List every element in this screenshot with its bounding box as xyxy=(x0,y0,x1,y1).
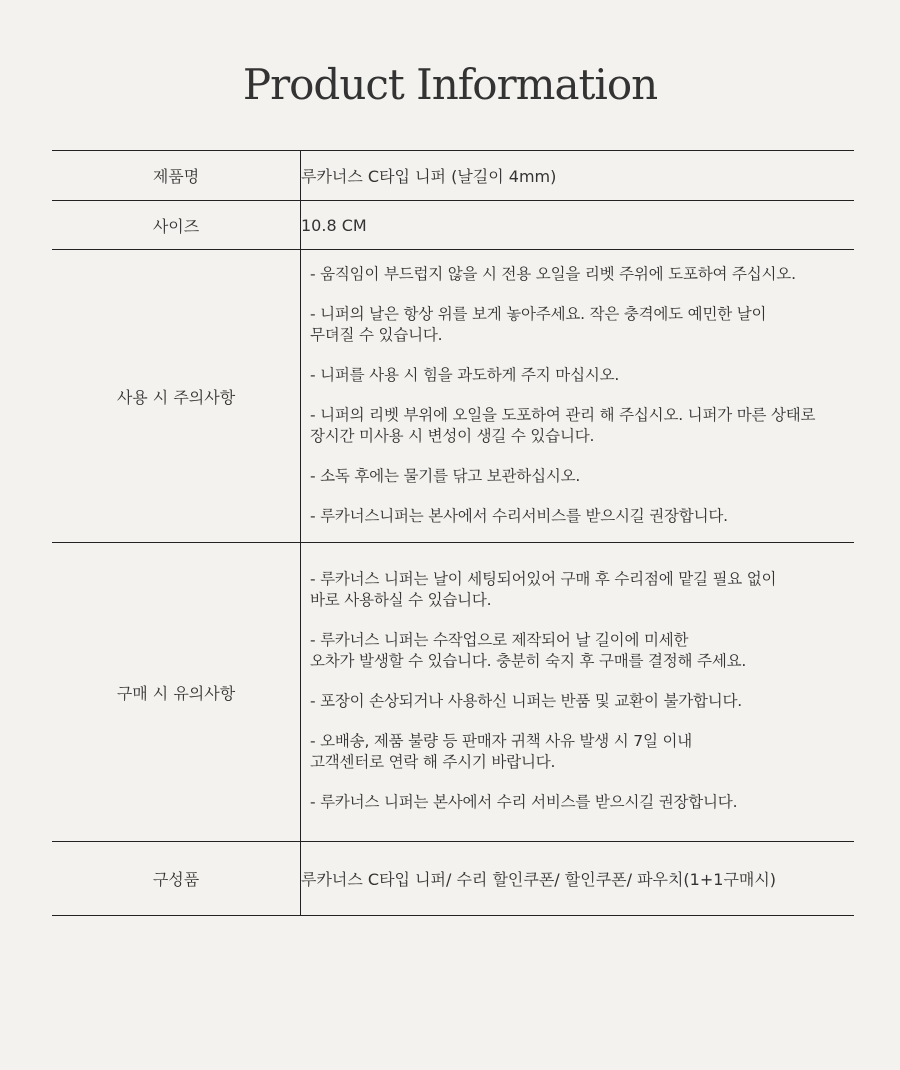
usage-caution-label: 사용 시 주의사항 xyxy=(52,250,301,543)
usage-caution-item: - 움직임이 부드럽지 않을 시 전용 오일을 리벳 주위에 도포하여 주십시오. xyxy=(310,264,796,283)
product-name-label: 제품명 xyxy=(52,151,301,201)
usage-caution-content xyxy=(301,250,855,543)
size-label: 사이즈 xyxy=(52,201,301,250)
purchase-caution-item: - 루카너스 니퍼는 본사에서 수리 서비스를 받으시길 권장합니다. xyxy=(310,793,738,811)
components-value: 루카너스 C타입 니퍼/ 수리 할인쿠폰/ 할인쿠폰/ 파우치(1+1구매시) xyxy=(301,870,777,889)
usage-caution-item: - 니퍼를 사용 시 힘을 과도하게 주지 마십시오. xyxy=(310,365,620,384)
size-row xyxy=(52,201,854,250)
purchase-caution-item: - 루카너스 니퍼는 수작업으로 제작되어 날 길이에 미세한 오차가 발생할 수 있습니다. 충분히 숙지 후 구매를 결정해 주세요. xyxy=(310,631,747,670)
components-label: 구성품 xyxy=(52,842,301,916)
purchase-caution-item: - 포장이 손상되거나 사용하신 니퍼는 반품 및 교환이 불가합니다. xyxy=(310,692,743,710)
page-title: Product Information xyxy=(242,60,658,109)
product-name-row xyxy=(52,151,854,201)
purchase-caution-list xyxy=(301,559,854,825)
usage-caution-row xyxy=(52,250,854,543)
size-value: 10.8 CM xyxy=(301,215,367,235)
purchase-caution-item: - 루카너스 니퍼는 날이 세팅되어있어 구매 후 수리점에 맡길 필요 없이 바로 사용하실 수 있습니다. xyxy=(310,570,777,609)
purchase-caution-label: 구매 시 유의사항 xyxy=(52,543,301,842)
purchase-caution-row xyxy=(52,543,854,842)
product-info-table xyxy=(52,150,854,916)
usage-caution-item: - 니퍼의 리벳 부위에 오일을 도포하여 관리 해 주십시오. 니퍼가 마른 상태로 장시간 미사용 시 변성이 생길 수 있습니다. xyxy=(310,405,816,445)
purchase-caution-item: - 오배송, 제품 불량 등 판매자 귀책 사유 발생 시 7일 이내 고객센터로 연락 해 주시기 바랍니다. xyxy=(310,732,693,771)
components-row xyxy=(52,842,854,916)
usage-caution-list xyxy=(301,254,854,539)
purchase-caution-content xyxy=(301,543,855,842)
usage-caution-item: - 니퍼의 날은 항상 위를 보게 놓아주세요. 작은 충격에도 예민한 날이 무뎌질 수 있습니다. xyxy=(310,304,767,344)
usage-caution-item: - 루카너스니퍼는 본사에서 수리서비스를 받으시길 권장합니다. xyxy=(310,506,728,525)
product-name-value: 루카너스 C타입 니퍼 (날길이 4mm) xyxy=(301,167,557,186)
usage-caution-item: - 소독 후에는 물기를 닦고 보관하십시오. xyxy=(310,466,581,485)
